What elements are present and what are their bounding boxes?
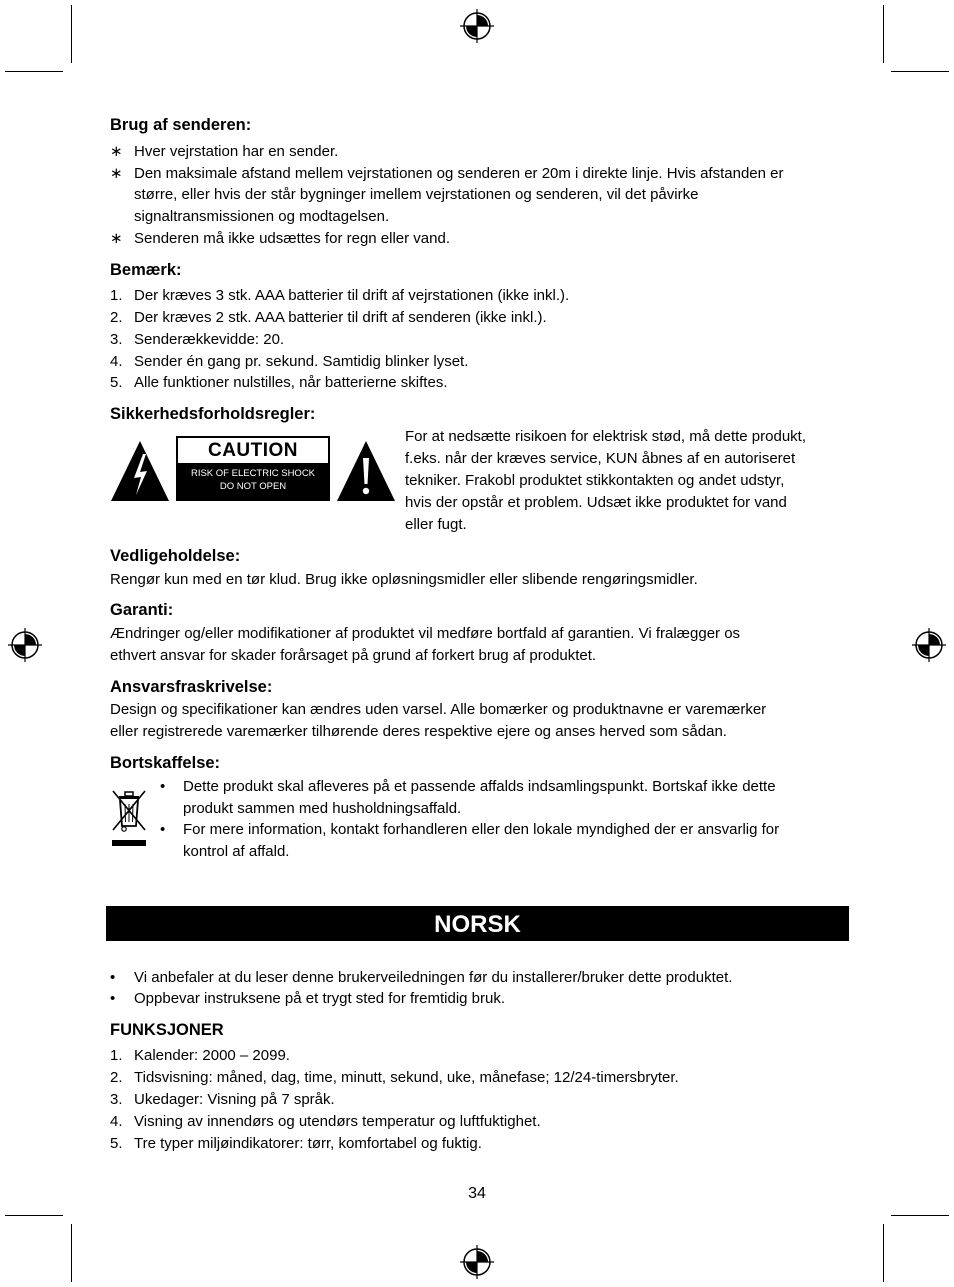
list-number: 2.	[110, 309, 123, 326]
caution-line: DO NOT OPEN	[219, 481, 287, 492]
registration-mark-icon	[460, 1245, 494, 1279]
list-item: Hver vejrstation har en sender.	[134, 143, 339, 160]
list-item: Vi anbefaler at du leser denne brukerveiledningen før du installerer/bruker dette produktet.	[134, 969, 733, 986]
list-item: Kalender: 2000 – 2099.	[134, 1047, 290, 1064]
registration-mark-icon	[460, 9, 494, 43]
crop-mark	[891, 71, 949, 72]
list-number: 3.	[110, 331, 123, 348]
lightning-warning-icon	[110, 440, 170, 502]
section-heading-funksjoner: FUNKSJONER	[110, 1021, 224, 1039]
caution-title: CAUTION	[178, 438, 328, 463]
list-number: 4.	[110, 1113, 123, 1130]
bullet-icon: •	[160, 821, 166, 838]
crop-mark	[891, 1215, 949, 1216]
exclamation-warning-icon	[336, 440, 396, 502]
section-heading-bortskaf: Bortskaffelse:	[110, 754, 221, 772]
list-item: Ukedager: Visning på 7 språk.	[134, 1091, 335, 1108]
section-heading-garanti: Garanti:	[110, 601, 174, 619]
section-title-norsk: NORSK	[106, 906, 849, 941]
weee-bin-icon	[108, 786, 150, 848]
list-number: 2.	[110, 1069, 123, 1086]
list-item: Visning av innendørs og utendørs temperatur og luftfuktighet.	[134, 1113, 541, 1130]
safety-text: For at nedsætte risikoen for elektrisk stød, må dette produkt,	[405, 428, 807, 445]
safety-text: tekniker. Frakobl produktet stikkontakten og andet udstyr,	[405, 472, 785, 489]
list-item: Dette produkt skal afleveres på et passende affalds indsamlingspunkt. Bortskaf ikke dette	[183, 778, 776, 795]
bullet-icon: ∗	[110, 165, 123, 182]
list-number: 3.	[110, 1091, 123, 1108]
list-item: Tre typer miljøindikatorer: tørr, komfortabel og fuktig.	[134, 1135, 482, 1152]
paragraph-line: Ændringer og/eller modifikationer af produktet vil medføre bortfald af garantien. Vi fralægger os	[110, 625, 741, 642]
paragraph-line: eller registrerede varemærker tilhørende deres respektive ejere og anses herved som sådan.	[110, 723, 727, 740]
list-item: Der kræves 3 stk. AAA batterier til drift af vejrstationen (ikke inkl.).	[134, 287, 570, 304]
section-heading-sikkerhed: Sikkerhedsforholdsregler:	[110, 405, 316, 423]
crop-mark	[5, 71, 63, 72]
list-item: Sender én gang pr. sekund. Samtidig blinker lyset.	[134, 353, 469, 370]
bullet-icon: •	[110, 990, 116, 1007]
list-item: Senderen må ikke udsættes for regn eller vand.	[134, 230, 451, 247]
section-heading-ansvar: Ansvarsfraskrivelse:	[110, 678, 273, 696]
list-item: Senderækkevidde: 20.	[134, 331, 285, 348]
paragraph-line: Design og specifikationer kan ændres uden varsel. Alle bomærker og produktnavne er varemærker	[110, 701, 767, 718]
list-item: produkt sammen med husholdningsaffald.	[183, 800, 462, 817]
list-item: Den maksimale afstand mellem vejrstationen og senderen er 20m i direkte linje. Hvis afstanden er	[134, 165, 784, 182]
list-item: Tidsvisning: måned, dag, time, minutt, sekund, uke, månefase; 12/24-timersbryter.	[134, 1069, 679, 1086]
bullet-icon: •	[160, 778, 166, 795]
list-item: Alle funktioner nulstilles, når batterierne skiftes.	[134, 374, 448, 391]
list-number: 5.	[110, 1135, 123, 1152]
list-number: 1.	[110, 287, 123, 304]
crop-mark	[883, 1224, 884, 1282]
bullet-icon: ∗	[110, 143, 123, 160]
section-heading-bemaerk: Bemærk:	[110, 261, 182, 279]
list-number: 4.	[110, 353, 123, 370]
paragraph-line: Rengør kun med en tør klud. Brug ikke opløsningsmidler eller slibende rengøringsmidler.	[110, 571, 698, 588]
safety-text: f.eks. når der kræves service, KUN åbnes af en autoriseret	[405, 450, 796, 467]
list-item: Der kræves 2 stk. AAA batterier til drift af senderen (ikke inkl.).	[134, 309, 547, 326]
list-number: 1.	[110, 1047, 123, 1064]
crop-mark	[883, 5, 884, 63]
list-item: kontrol af affald.	[183, 843, 290, 860]
section-heading-vedlige: Vedligeholdelse:	[110, 547, 241, 565]
registration-mark-icon	[8, 628, 42, 662]
section-heading-brug: Brug af senderen:	[110, 116, 252, 134]
bullet-icon: •	[110, 969, 116, 986]
caution-text	[176, 467, 330, 493]
bullet-icon: ∗	[110, 230, 123, 247]
safety-text: hvis der opstår et problem. Udsæt ikke produktet for vand	[405, 494, 787, 511]
list-item: større, eller hvis der står bygninger imellem vejrstationen og senderen, vil det påvirke	[134, 186, 699, 203]
crop-mark	[5, 1215, 63, 1216]
crop-mark	[71, 5, 72, 63]
paragraph-line: ethvert ansvar for skader forårsaget på grund af forkert brug af produktet.	[110, 647, 597, 664]
caution-line: RISK OF ELECTRIC SHOCK	[190, 468, 316, 479]
list-item: signaltransmissionen og modtagelsen.	[134, 208, 390, 225]
registration-mark-icon	[912, 628, 946, 662]
list-item: For mere information, kontakt forhandleren eller den lokale myndighed der er ansvarlig for	[183, 821, 780, 838]
list-item: Oppbevar instruksene på et trygt sted for fremtidig bruk.	[134, 990, 506, 1007]
page-number: 34	[468, 1185, 486, 1202]
safety-text: eller fugt.	[405, 516, 467, 533]
caution-label	[176, 436, 330, 501]
list-number: 5.	[110, 374, 123, 391]
crop-mark	[71, 1224, 72, 1282]
